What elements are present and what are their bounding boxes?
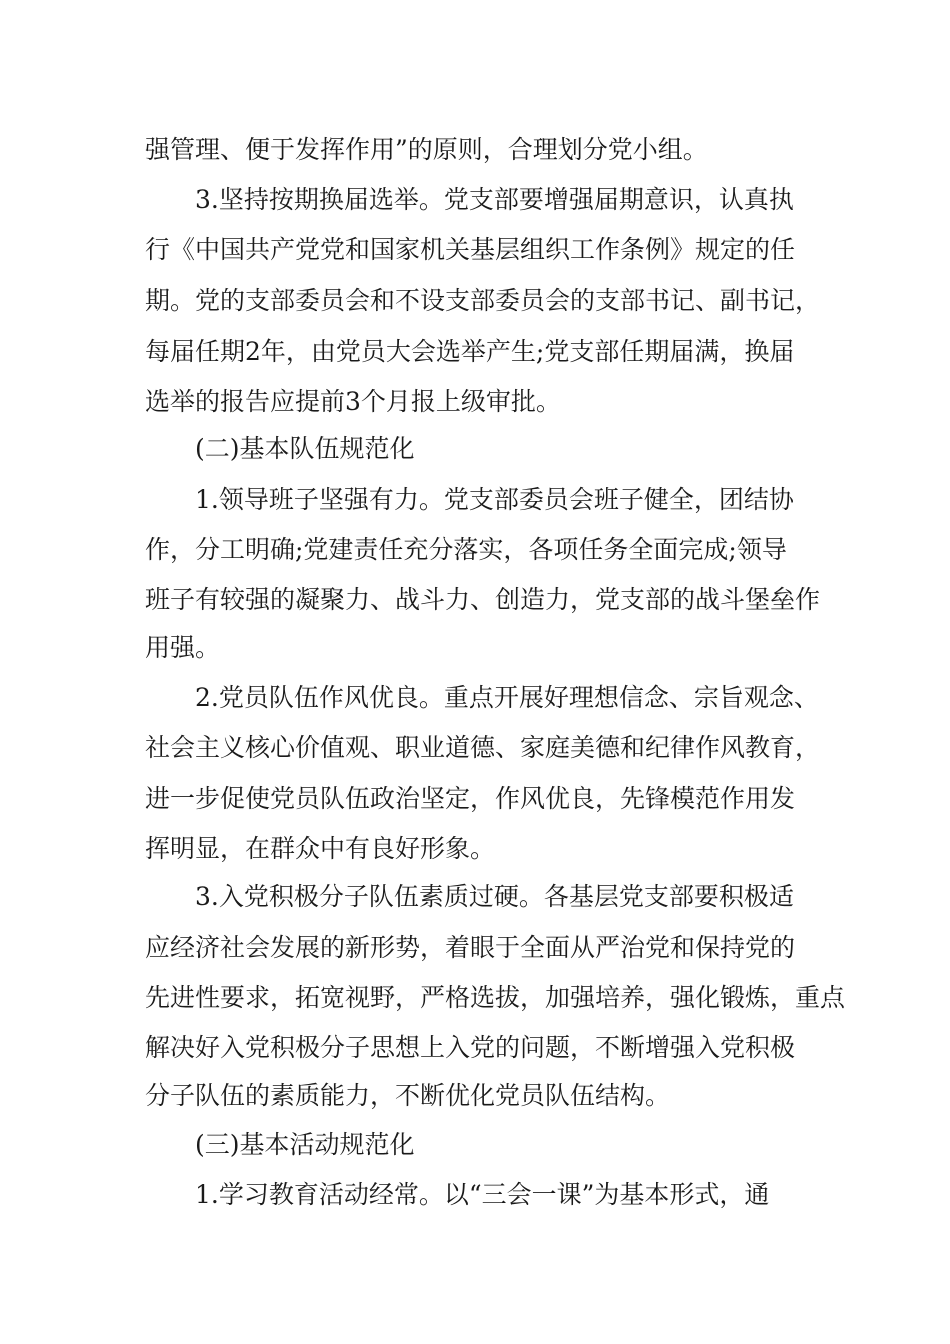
text-line: 行《中国共产党党和国家机关基层组织工作条例》规定的任 — [145, 235, 796, 264]
section-heading: (二)基本队伍规范化 — [195, 434, 415, 463]
text-line: 班子有较强的凝聚力、战斗力、创造力，党支部的战斗堡垒作 — [145, 585, 821, 614]
text-line: 2.党员队伍作风优良。重点开展好理想信念、宗旨观念、 — [195, 683, 819, 712]
text-line: 分子队伍的素质能力，不断优化党员队伍结构。 — [145, 1081, 671, 1110]
text-line: 用强。 — [145, 633, 221, 662]
text-line: 作，分工明确;党建责任充分落实，各项任务全面完成;领导 — [145, 535, 787, 564]
text-line: 进一步促使党员队伍政治坚定，作风优良，先锋模范作用发 — [145, 784, 796, 813]
text-line: 3.坚持按期换届选举。党支部要增强届期意识，认真执 — [195, 185, 794, 214]
text-line: 社会主义核心价值观、职业道德、家庭美德和纪律作风教育， — [145, 733, 821, 762]
text-line: 1.学习教育活动经常。以“三会一课”为基本形式，通 — [195, 1180, 770, 1209]
text-line: 每届任期2年，由党员大会选举产生;党支部任期届满，换届 — [145, 337, 795, 366]
section-heading: (三)基本活动规范化 — [195, 1130, 415, 1159]
text-line: 期。党的支部委员会和不设支部委员会的支部书记、副书记， — [145, 286, 821, 315]
text-line: 1.领导班子坚强有力。党支部委员会班子健全，团结协 — [195, 485, 794, 514]
text-line: 挥明显，在群众中有良好形象。 — [145, 834, 496, 863]
text-line: 选举的报告应提前3个月报上级审批。 — [145, 387, 561, 416]
text-line: 3.入党积极分子队伍素质过硬。各基层党支部要积极适 — [195, 882, 794, 911]
text-line: 强管理、便于发挥作用”的原则，合理划分党小组。 — [145, 135, 708, 164]
text-line: 解决好入党积极分子思想上入党的问题，不断增强入党积极 — [145, 1033, 796, 1062]
text-line: 应经济社会发展的新形势，着眼于全面从严治党和保持党的 — [145, 933, 796, 962]
text-line: 先进性要求，拓宽视野，严格选拔，加强培养，强化锻炼，重点 — [145, 983, 846, 1012]
